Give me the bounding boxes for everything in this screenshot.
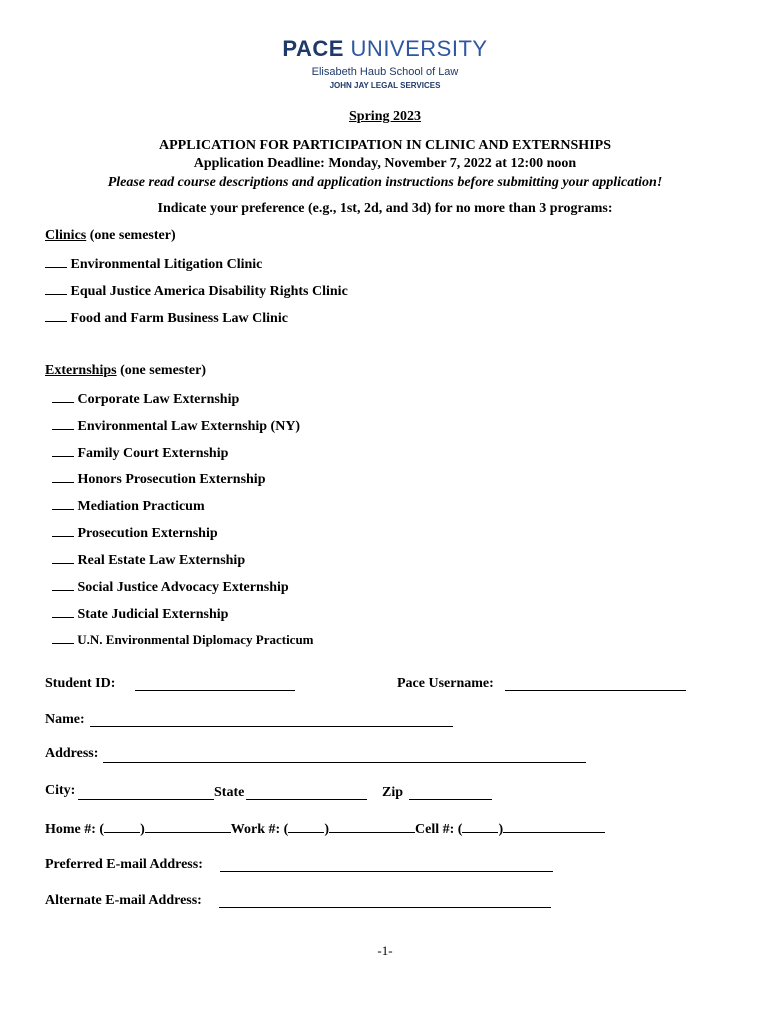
logo-pace: PACE [282, 36, 344, 61]
home-paren-close: ) [140, 822, 145, 837]
externship-option-label: Real Estate Law Externship [77, 553, 246, 568]
alternate-email-label: Alternate E-mail Address: [45, 893, 202, 908]
home-area-code-field[interactable] [104, 820, 140, 833]
preference-blank[interactable] [52, 631, 74, 644]
zip-field[interactable] [409, 787, 492, 800]
city-field[interactable] [78, 787, 214, 800]
externship-option-label: Family Court Externship [77, 446, 229, 461]
pace-username-field[interactable] [505, 678, 686, 691]
clinics-heading-label: Clinics [45, 228, 87, 243]
work-area-code-field[interactable] [288, 820, 324, 833]
home-phone-label: Home #: ( [45, 822, 105, 837]
externship-option-label: Mediation Practicum [77, 499, 205, 514]
externship-option[interactable] [52, 631, 314, 648]
term-heading: Spring 2023 [349, 109, 421, 124]
name-field[interactable] [90, 714, 453, 727]
preference-blank[interactable] [52, 417, 74, 430]
deadline: Application Deadline: Monday, November 7, 2022 at 12:00 noon [193, 156, 577, 171]
clinic-option-label: Environmental Litigation Clinic [70, 257, 263, 272]
logo-university: UNIVERSITY [350, 36, 488, 61]
address-field[interactable] [103, 750, 586, 763]
home-phone-group [45, 820, 605, 838]
pace-username-label: Pace Username: [397, 676, 494, 691]
preference-blank[interactable] [52, 470, 74, 483]
externship-option-label: Corporate Law Externship [77, 392, 240, 407]
logo-services: JOHN JAY LEGAL SERVICES [329, 81, 441, 90]
externship-option[interactable] [52, 578, 289, 596]
student-id-label: Student ID: [45, 676, 116, 691]
address-label: Address: [45, 746, 99, 761]
preference-blank[interactable] [52, 444, 74, 457]
preference-blank[interactable] [45, 282, 67, 295]
work-phone-label: Work #: ( [230, 822, 289, 837]
preference-blank[interactable] [45, 309, 67, 322]
preferred-email-field[interactable] [220, 859, 553, 872]
externship-option-label: U.N. Environmental Diplomacy Practicum [77, 632, 314, 647]
externship-option[interactable] [52, 390, 239, 408]
cell-phone-label: Cell #: ( [415, 822, 463, 837]
preference-blank[interactable] [52, 524, 74, 537]
preference-blank[interactable] [52, 497, 74, 510]
externship-option[interactable] [52, 605, 228, 623]
notice: Please read course descriptions and application instructions before submitting your application! [107, 175, 663, 190]
externship-option-label: State Judicial Externship [77, 607, 229, 622]
work-phone-field[interactable] [329, 820, 415, 833]
alternate-email-field[interactable] [219, 895, 551, 908]
externship-option[interactable] [52, 524, 218, 542]
externship-option-label: Prosecution Externship [77, 526, 218, 541]
externship-option[interactable] [52, 551, 245, 569]
preference-blank[interactable] [52, 551, 74, 564]
externships-heading-note: (one semester) [120, 363, 206, 378]
clinic-option[interactable] [45, 282, 348, 300]
externship-option[interactable] [52, 470, 265, 488]
city-label: City: [45, 783, 76, 798]
preference-blank[interactable] [45, 255, 67, 268]
cell-area-code-field[interactable] [462, 820, 498, 833]
externship-option[interactable] [52, 417, 300, 435]
clinic-option-label: Food and Farm Business Law Clinic [70, 311, 288, 326]
externships-heading-label: Externships [45, 363, 117, 378]
work-paren-close: ) [324, 822, 329, 837]
externship-option-label: Honors Prosecution Externship [77, 472, 266, 487]
logo-school: Elisabeth Haub School of Law [311, 66, 459, 78]
state-label: State [214, 785, 245, 800]
home-phone-field[interactable] [145, 820, 231, 833]
externship-option[interactable] [52, 497, 205, 515]
clinics-heading [45, 228, 176, 244]
cell-paren-close: ) [498, 822, 504, 837]
externship-option-label: Social Justice Advocacy Externship [77, 580, 289, 595]
preference-blank[interactable] [52, 390, 74, 403]
preference-blank[interactable] [52, 605, 74, 618]
page-title: APPLICATION FOR PARTICIPATION IN CLINIC AND EXTERNSHIPS [159, 138, 611, 153]
preference-blank[interactable] [52, 578, 74, 591]
clinics-heading-note: (one semester) [89, 228, 176, 243]
zip-label: Zip [382, 785, 404, 800]
state-field[interactable] [246, 787, 367, 800]
cell-phone-field[interactable] [503, 820, 605, 833]
name-label: Name: [45, 712, 85, 727]
externship-option-label: Environmental Law Externship (NY) [77, 419, 301, 434]
externship-option[interactable] [52, 444, 228, 462]
preferred-email-label: Preferred E-mail Address: [45, 857, 203, 872]
clinic-option-label: Equal Justice America Disability Rights Clinic [70, 284, 348, 299]
instruction: Indicate your preference (e.g., 1st, 2d, and 3d) for no more than 3 programs: [157, 201, 613, 216]
university-logo [0, 36, 770, 62]
clinic-option[interactable] [45, 255, 262, 273]
student-id-field[interactable] [135, 678, 295, 691]
externships-heading [45, 363, 206, 379]
page-number: -1- [377, 943, 393, 958]
clinic-option[interactable] [45, 309, 288, 327]
